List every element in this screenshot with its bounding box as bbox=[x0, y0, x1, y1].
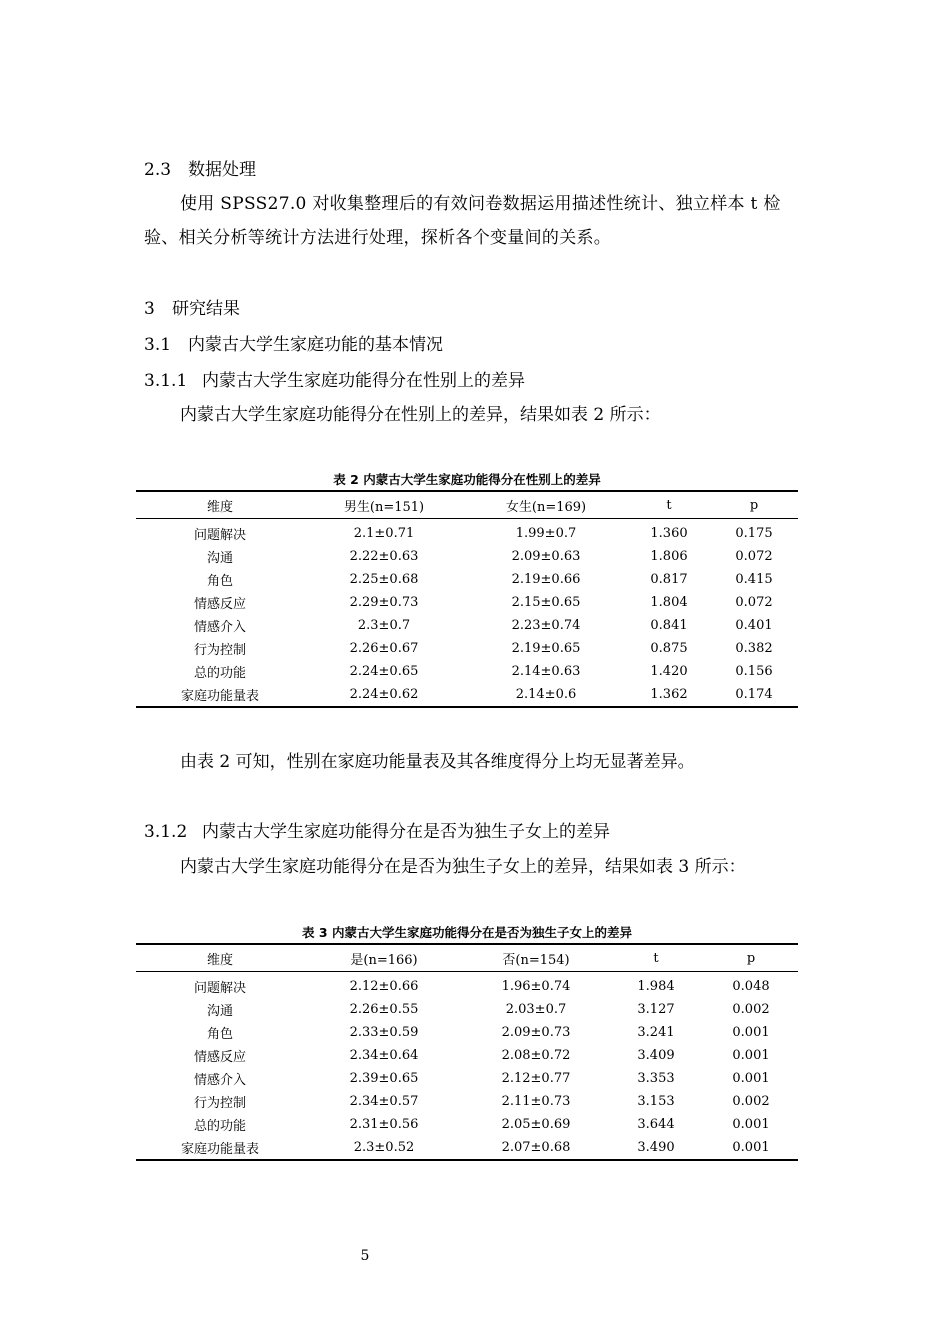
table-cell: 0.401 bbox=[735, 618, 773, 633]
table-cell: 行为控制 bbox=[193, 1096, 246, 1111]
section-heading-3-1-1 bbox=[144, 370, 525, 392]
table-cell: 2.15±0.65 bbox=[511, 595, 581, 610]
section-number: 3.1 bbox=[144, 335, 172, 355]
table-cell: 0.156 bbox=[735, 664, 773, 679]
table-cell: 0.002 bbox=[732, 1094, 770, 1109]
table-cell: 2.09±0.73 bbox=[501, 1025, 571, 1040]
table-cell: 0.841 bbox=[650, 618, 688, 633]
table-cell: 0.174 bbox=[710, 683, 798, 707]
column-header: t bbox=[628, 491, 710, 519]
table-row bbox=[136, 683, 798, 707]
table-row bbox=[136, 519, 798, 546]
table-cell: 1.420 bbox=[650, 664, 688, 679]
table-cell: 2.26±0.55 bbox=[349, 1002, 419, 1017]
table-cell: 2.12±0.77 bbox=[501, 1071, 571, 1086]
table3-caption: 表 3 内蒙古大学生家庭功能得分在是否为独生子女上的差异 bbox=[302, 925, 632, 940]
table-cell: 2.34±0.64 bbox=[349, 1048, 419, 1063]
column-header: 维度 bbox=[136, 944, 304, 972]
table-cell: 2.26±0.67 bbox=[349, 641, 419, 656]
column-header: 男生(n=151) bbox=[304, 491, 464, 519]
table-header-row bbox=[136, 491, 798, 519]
table3 bbox=[136, 943, 798, 1161]
table-cell: 0.072 bbox=[735, 549, 773, 564]
column-header: p bbox=[710, 491, 798, 519]
table-cell: 2.3±0.52 bbox=[304, 1136, 464, 1160]
table-row bbox=[136, 1136, 798, 1160]
page-number: 5 bbox=[360, 1248, 370, 1264]
paragraph-data-processing: 使用 SPSS27.0 对收集整理后的有效问卷数据运用描述性统计、独立样本 t 检验、相关分析等统计方法进行处理，探析各个变量间的关系。 bbox=[144, 194, 781, 248]
table-cell: 情感反应 bbox=[193, 1050, 246, 1065]
table-cell: 3.353 bbox=[637, 1071, 675, 1086]
table-row bbox=[136, 998, 798, 1021]
table-row bbox=[136, 1044, 798, 1067]
table-cell: 2.33±0.59 bbox=[349, 1025, 419, 1040]
column-header: 维度 bbox=[136, 491, 304, 519]
section-number: 3.1.1 bbox=[144, 371, 188, 391]
column-header: t bbox=[608, 944, 704, 972]
table-row bbox=[136, 545, 798, 568]
table-cell: 2.22±0.63 bbox=[349, 549, 419, 564]
table-cell: 2.25±0.68 bbox=[349, 572, 419, 587]
table-cell: 0.875 bbox=[650, 641, 688, 656]
table-cell: 3.153 bbox=[637, 1094, 675, 1109]
table-cell: 2.08±0.72 bbox=[501, 1048, 571, 1063]
table-cell: 总的功能 bbox=[193, 1119, 246, 1134]
section-title: 内蒙古大学生家庭功能的基本情况 bbox=[188, 335, 443, 355]
table2-caption: 表 2 内蒙古大学生家庭功能得分在性别上的差异 bbox=[333, 472, 601, 487]
table-cell: 2.39±0.65 bbox=[349, 1071, 419, 1086]
table-cell: 0.415 bbox=[735, 572, 773, 587]
table-cell: 情感反应 bbox=[193, 597, 246, 612]
table-row bbox=[136, 660, 798, 683]
table-cell: 2.23±0.74 bbox=[511, 618, 581, 633]
table-cell: 2.3±0.7 bbox=[357, 618, 411, 633]
table-cell: 沟通 bbox=[206, 551, 233, 566]
paragraph-table2-conclusion: 由表 2 可知，性别在家庭功能量表及其各维度得分上均无显著差异。 bbox=[180, 752, 695, 772]
table-cell: 2.12±0.66 bbox=[349, 979, 419, 994]
column-header: 否(n=154) bbox=[464, 944, 608, 972]
table-header-row bbox=[136, 944, 798, 972]
section-number: 2.3 bbox=[144, 160, 172, 180]
table-cell: 2.03±0.7 bbox=[505, 1002, 567, 1017]
table-cell: 0.072 bbox=[735, 595, 773, 610]
table-cell: 2.24±0.62 bbox=[304, 683, 464, 707]
table-cell: 2.34±0.57 bbox=[349, 1094, 419, 1109]
table-cell: 问题解决 bbox=[193, 528, 246, 543]
table-cell: 行为控制 bbox=[193, 643, 246, 658]
section-number: 3.1.2 bbox=[144, 822, 188, 842]
section-heading-3-1 bbox=[144, 334, 443, 356]
table-cell: 2.24±0.65 bbox=[349, 664, 419, 679]
table-cell: 2.07±0.68 bbox=[464, 1136, 608, 1160]
table-cell: 1.806 bbox=[650, 549, 688, 564]
column-header: p bbox=[704, 944, 798, 972]
table-cell: 0.001 bbox=[732, 1048, 770, 1063]
table-cell: 0.175 bbox=[735, 526, 773, 541]
table-cell: 0.048 bbox=[732, 979, 770, 994]
table-cell: 0.001 bbox=[732, 1117, 770, 1132]
table-cell: 0.001 bbox=[732, 1071, 770, 1086]
table-cell: 1.99±0.7 bbox=[515, 526, 577, 541]
table-cell: 角色 bbox=[206, 574, 233, 589]
table-cell: 3.241 bbox=[637, 1025, 675, 1040]
table-cell: 3.644 bbox=[637, 1117, 675, 1132]
table-cell: 2.09±0.63 bbox=[511, 549, 581, 564]
column-header: 是(n=166) bbox=[304, 944, 464, 972]
table-cell: 3.490 bbox=[608, 1136, 704, 1160]
table-cell: 3.409 bbox=[637, 1048, 675, 1063]
section-heading-3 bbox=[144, 298, 240, 320]
table-cell: 2.19±0.65 bbox=[511, 641, 581, 656]
table-cell: 0.001 bbox=[704, 1136, 798, 1160]
paragraph-table2-intro: 内蒙古大学生家庭功能得分在性别上的差异，结果如表 2 所示： bbox=[180, 405, 661, 425]
table-cell: 1.984 bbox=[637, 979, 675, 994]
table-cell: 1.804 bbox=[650, 595, 688, 610]
table-cell: 0.382 bbox=[735, 641, 773, 656]
table-row bbox=[136, 637, 798, 660]
table-row bbox=[136, 972, 798, 999]
table-row bbox=[136, 1067, 798, 1090]
table-cell: 2.1±0.71 bbox=[353, 526, 415, 541]
table-cell: 2.31±0.56 bbox=[349, 1117, 419, 1132]
section-title: 研究结果 bbox=[172, 299, 240, 319]
table-cell: 0.002 bbox=[732, 1002, 770, 1017]
section-number: 3 bbox=[144, 299, 155, 319]
table-cell: 0.001 bbox=[732, 1025, 770, 1040]
table-cell: 1.362 bbox=[628, 683, 710, 707]
table-cell: 3.127 bbox=[637, 1002, 675, 1017]
table-cell: 沟通 bbox=[206, 1004, 233, 1019]
section-title: 数据处理 bbox=[188, 160, 256, 180]
table-cell: 2.29±0.73 bbox=[349, 595, 419, 610]
paragraph-table3-intro: 内蒙古大学生家庭功能得分在是否为独生子女上的差异，结果如表 3 所示： bbox=[180, 857, 746, 877]
table-row bbox=[136, 1090, 798, 1113]
table-row bbox=[136, 614, 798, 637]
section-title: 内蒙古大学生家庭功能得分在性别上的差异 bbox=[202, 371, 525, 391]
section-heading-3-1-2 bbox=[144, 821, 610, 843]
table-cell: 2.05±0.69 bbox=[501, 1117, 571, 1132]
table-cell: 总的功能 bbox=[193, 666, 246, 681]
table-row bbox=[136, 1113, 798, 1136]
table-cell: 1.96±0.74 bbox=[501, 979, 571, 994]
table-row bbox=[136, 1021, 798, 1044]
table-cell: 1.360 bbox=[650, 526, 688, 541]
table-cell: 家庭功能量表 bbox=[136, 683, 304, 707]
table-cell: 2.11±0.73 bbox=[501, 1094, 571, 1109]
table-row bbox=[136, 568, 798, 591]
table-cell: 问题解决 bbox=[193, 981, 246, 996]
table-cell: 2.19±0.66 bbox=[511, 572, 581, 587]
table-cell: 角色 bbox=[206, 1027, 233, 1042]
table-cell: 情感介入 bbox=[193, 1073, 246, 1088]
table-cell: 0.817 bbox=[650, 572, 688, 587]
table-cell: 家庭功能量表 bbox=[136, 1136, 304, 1160]
section-title: 内蒙古大学生家庭功能得分在是否为独生子女上的差异 bbox=[202, 822, 610, 842]
column-header: 女生(n=169) bbox=[464, 491, 628, 519]
section-heading-2-3 bbox=[144, 159, 256, 181]
table-row bbox=[136, 591, 798, 614]
table-cell: 2.14±0.6 bbox=[464, 683, 628, 707]
table-cell: 2.14±0.63 bbox=[511, 664, 581, 679]
table2 bbox=[136, 490, 798, 708]
table-cell: 情感介入 bbox=[193, 620, 246, 635]
